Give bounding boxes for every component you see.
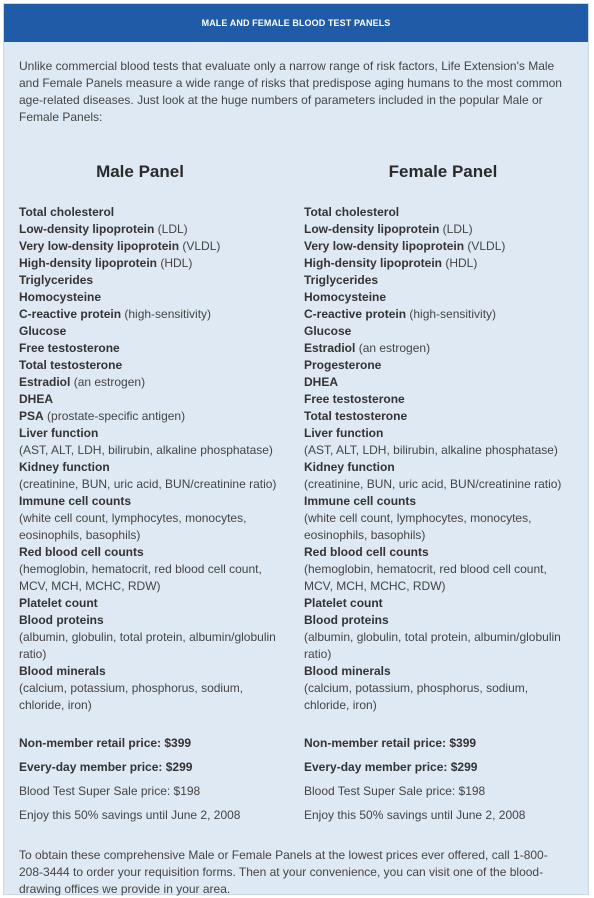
panel-item-name: Total cholesterol — [304, 205, 400, 219]
panel-item-name: DHEA — [19, 392, 54, 406]
panel-item-name: Glucose — [304, 324, 352, 338]
panel-item-name: Estradiol — [304, 341, 356, 355]
panel-item-name: C-reactive protein — [304, 307, 407, 321]
panel-item-detail: (an estrogen) — [355, 341, 431, 355]
panel-item-name: C-reactive protein — [19, 307, 122, 321]
panel-item-name: Red blood cell counts — [304, 545, 429, 559]
panel-item-detail: (white cell count, lymphocytes, monocytes, eosinophils, basophils) — [19, 511, 247, 542]
panel-item — [304, 663, 566, 680]
panel-item-name: Blood minerals — [304, 664, 391, 678]
panel-item-name: Platelet count — [19, 596, 98, 610]
panel-item — [304, 340, 566, 357]
panel-item — [304, 510, 566, 544]
panel-item-name: PSA — [19, 409, 44, 423]
panel-item — [19, 204, 281, 221]
price-label: Enjoy this 50% savings until June 2, 2008 — [19, 808, 241, 822]
panel-item — [304, 238, 566, 255]
panel-item — [19, 306, 281, 323]
panel-item-detail: (hemoglobin, hematocrit, red blood cell count, MCV, MCH, MCHC, RDW) — [19, 562, 262, 593]
panel-item — [304, 289, 566, 306]
panel-item — [19, 459, 281, 476]
panel-item-detail: (prostate-specific antigen) — [43, 409, 186, 423]
panel-item — [19, 221, 281, 238]
panel-item — [304, 306, 566, 323]
panel-item-detail: (creatinine, BUN, uric acid, BUN/creatinine ratio) — [19, 477, 277, 491]
panel-item-detail: (VLDL) — [179, 239, 221, 253]
panel-item — [19, 663, 281, 680]
panel-item-detail: (VLDL) — [464, 239, 506, 253]
price-line — [19, 783, 281, 807]
panel-item-name: Liver function — [304, 426, 384, 440]
panel-item-detail: (LDL) — [154, 222, 188, 236]
panel-item-name: Red blood cell counts — [19, 545, 144, 559]
female-panel-column — [304, 160, 566, 831]
panel-item-name: Kidney function — [19, 460, 110, 474]
panel-item — [19, 612, 281, 629]
panel-item — [304, 493, 566, 510]
panel-item — [304, 629, 566, 663]
male-panel-column — [19, 160, 281, 831]
price-line — [304, 759, 566, 783]
panel-item — [19, 374, 281, 391]
panel-item-name: Platelet count — [304, 596, 383, 610]
panel-item-name: Free testosterone — [19, 341, 120, 355]
header-bar — [4, 4, 588, 42]
price-label: Blood Test Super Sale price: $198 — [19, 784, 201, 798]
panel-item — [304, 476, 566, 493]
price-line — [304, 783, 566, 807]
panel-item — [304, 459, 566, 476]
panel-item-name: Kidney function — [304, 460, 395, 474]
panel-item — [19, 357, 281, 374]
price-label-bold: Every-day member price: $299 — [19, 760, 193, 774]
panel-item — [304, 221, 566, 238]
panel-item — [19, 561, 281, 595]
panel-item-detail: (albumin, globulin, total protein, albumin/globulin ratio) — [304, 630, 561, 661]
price-line — [19, 807, 281, 831]
price-line — [304, 807, 566, 831]
panel-item — [304, 425, 566, 442]
panel-item — [19, 323, 281, 340]
female-panel-title: Female Panel — [388, 162, 498, 181]
panel-item — [304, 408, 566, 425]
panel-item — [19, 510, 281, 544]
panel-item — [19, 442, 281, 459]
panel-item — [19, 544, 281, 561]
panel-item — [304, 323, 566, 340]
price-label: Enjoy this 50% savings until June 2, 2008 — [304, 808, 526, 822]
panel-item-detail: (white cell count, lymphocytes, monocytes, eosinophils, basophils) — [304, 511, 532, 542]
panel-item-name: Blood minerals — [19, 664, 106, 678]
panel-item — [304, 442, 566, 459]
panel-item-detail: (creatinine, BUN, uric acid, BUN/creatinine ratio) — [304, 477, 562, 491]
header-title: MALE AND FEMALE BLOOD TEST PANELS — [201, 18, 391, 28]
panel-item-name: Blood proteins — [304, 613, 389, 627]
panel-item — [304, 544, 566, 561]
price-line — [304, 735, 566, 759]
panel-item-detail: (calcium, potassium, phosphorus, sodium, chloride, iron) — [304, 681, 529, 712]
panel-item — [19, 238, 281, 255]
panel-item-name: Glucose — [19, 324, 67, 338]
panel-item-name: Free testosterone — [304, 392, 405, 406]
panel-item-name: Immune cell counts — [304, 494, 417, 508]
price-label-bold: Every-day member price: $299 — [304, 760, 478, 774]
panel-item-detail: (high-sensitivity) — [406, 307, 497, 321]
panel-item-name: High-density lipoprotein — [304, 256, 442, 270]
panel-item-name: Homocysteine — [19, 290, 102, 304]
panel-item-name: Liver function — [19, 426, 99, 440]
price-label-bold: Non-member retail price: $399 — [304, 736, 477, 750]
female-panel-list — [304, 204, 566, 714]
panel-item — [304, 272, 566, 289]
panel-item-name: Total cholesterol — [19, 205, 115, 219]
panel-item — [19, 391, 281, 408]
intro-paragraph: Unlike commercial blood tests that evaluate only a narrow range of risk factors, Life Extension's Male and Female Panels measure a wide range of risks that predispose aging humans to the most common age-related diseases. Just look at the huge numbers of parameters included in the popular Male or Female Panels: — [19, 59, 562, 124]
panel-item-name: Triglycerides — [304, 273, 379, 287]
panel-item-detail: (an estrogen) — [70, 375, 146, 389]
male-panel-list — [19, 204, 281, 714]
panel-item — [304, 595, 566, 612]
panel-item — [304, 374, 566, 391]
female-panel-prices — [304, 735, 566, 831]
panel-item — [304, 255, 566, 272]
panel-item — [19, 629, 281, 663]
price-line — [19, 759, 281, 783]
panel-item — [304, 612, 566, 629]
panel-item-detail: (albumin, globulin, total protein, albumin/globulin ratio) — [19, 630, 276, 661]
panel-item-detail: (HDL) — [157, 256, 193, 270]
panel-item — [19, 476, 281, 493]
panel-item — [304, 357, 566, 374]
panel-item-detail: (LDL) — [439, 222, 473, 236]
panel-item — [19, 425, 281, 442]
male-panel-prices — [19, 735, 281, 831]
panel-item — [304, 204, 566, 221]
outro-paragraph: To obtain these comprehensive Male or Female Panels at the lowest prices ever offered, call 1-800-208-3444 to order your requisition forms. Then at your convenience, you can visit one of the blood-drawing offices we provide in your area. — [19, 848, 548, 896]
panel-item — [304, 561, 566, 595]
male-panel-title: Male Panel — [96, 162, 184, 181]
panel-item-name: High-density lipoprotein — [19, 256, 157, 270]
panel-item-name: Estradiol — [19, 375, 71, 389]
panel-item-detail: (calcium, potassium, phosphorus, sodium, chloride, iron) — [19, 681, 244, 712]
panel-item-detail: (AST, ALT, LDH, bilirubin, alkaline phosphatase) — [304, 443, 558, 457]
panel-item-name: Triglycerides — [19, 273, 94, 287]
panel-item — [19, 272, 281, 289]
price-label-bold: Non-member retail price: $399 — [19, 736, 192, 750]
panel-item-detail: (HDL) — [442, 256, 478, 270]
panel-item — [304, 391, 566, 408]
panel-item-name: Homocysteine — [304, 290, 387, 304]
panel-item-detail: (AST, ALT, LDH, bilirubin, alkaline phosphatase) — [19, 443, 273, 457]
panel-item — [19, 340, 281, 357]
panel-item-name: Low-density lipoprotein — [19, 222, 155, 236]
panel-item — [19, 255, 281, 272]
panel-item — [19, 289, 281, 306]
panel-item-name: Total testosterone — [19, 358, 123, 372]
panel-item-name: Progesterone — [304, 358, 382, 372]
panel-item-name: Blood proteins — [19, 613, 104, 627]
price-label: Blood Test Super Sale price: $198 — [304, 784, 486, 798]
panel-item — [19, 595, 281, 612]
panel-item-name: Immune cell counts — [19, 494, 132, 508]
panel-item-name: Very low-density lipoprotein — [304, 239, 465, 253]
panel-item-name: DHEA — [304, 375, 339, 389]
panel-item-detail: (high-sensitivity) — [121, 307, 212, 321]
price-line — [19, 735, 281, 759]
panel-item-name: Low-density lipoprotein — [304, 222, 440, 236]
panel-item-name: Very low-density lipoprotein — [19, 239, 180, 253]
panel-item — [304, 680, 566, 714]
panel-item — [19, 680, 281, 714]
panel-item-detail: (hemoglobin, hematocrit, red blood cell count, MCV, MCH, MCHC, RDW) — [304, 562, 547, 593]
panel-box — [3, 3, 589, 895]
panel-item — [19, 408, 281, 425]
panel-item — [19, 493, 281, 510]
panel-item-name: Total testosterone — [304, 409, 408, 423]
